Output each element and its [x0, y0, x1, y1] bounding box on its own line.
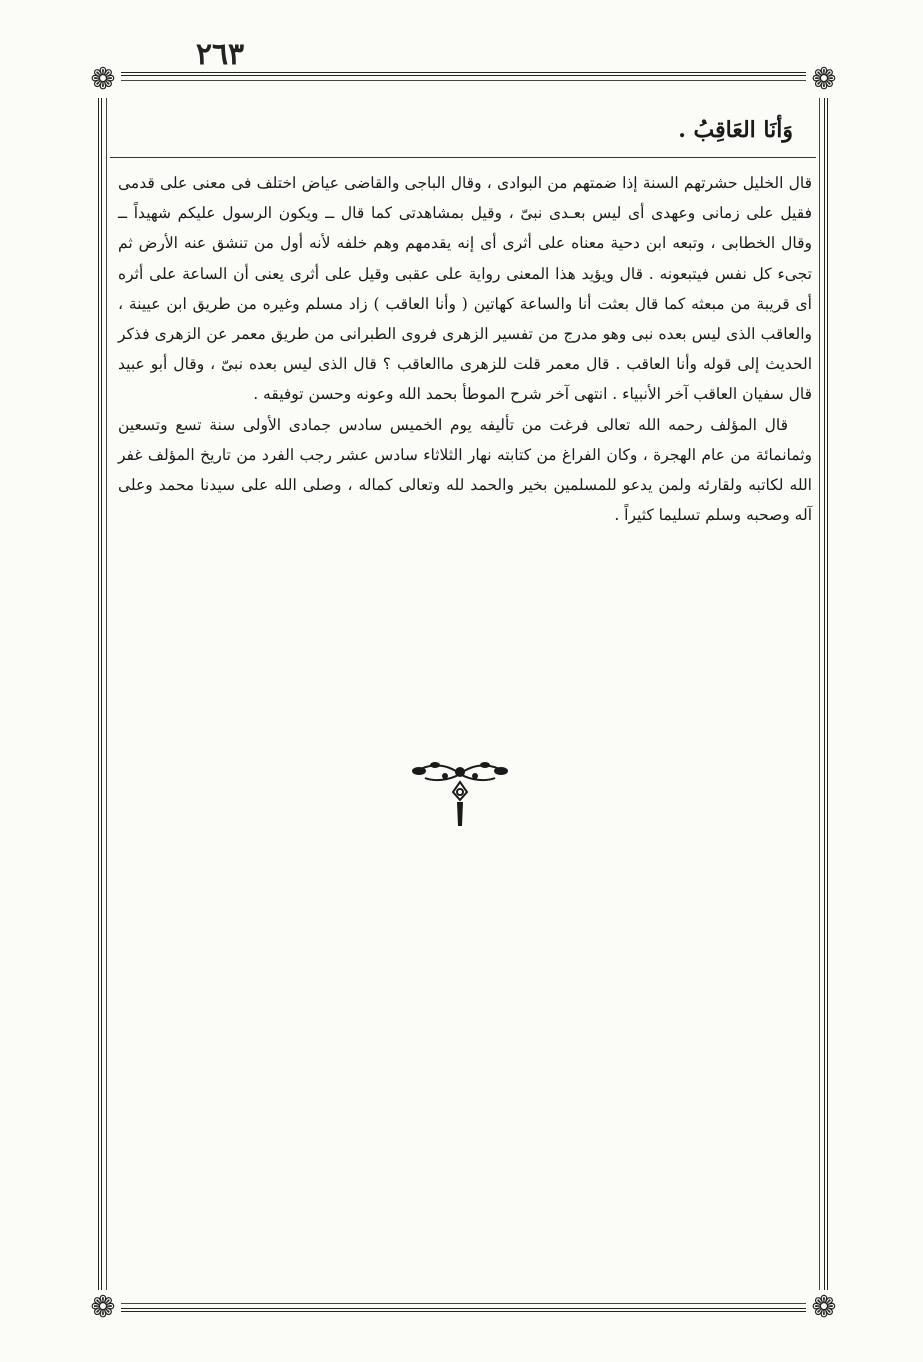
corner-ornament-icon: ❁: [806, 1290, 842, 1326]
section-heading: وَأنَا العَاقِبُ .: [678, 117, 793, 143]
commentary-paragraph: قال الخليل حشرتهم السنة إذا ضمتهم من البوادى ، وقال الباجى والقاضى عياض اختلف فى معنى على قدمى فقيل على زمانى وعهدى أى ليس بعـدى نبىّ ، وقيل بمشاهدتى كما قال ــ ويكون الرسول عليكم شهيداً ــ وقال الخطابى ، وتبعه ابن دحية معناه على أثرى أى إنه يقدمهم وهم خلفه لأنه أول من تنشق عنه الأرض ثم تجىء كل نفس فيتبعونه . قال ويؤيد هذا المعنى رواية على عقبى وقيل على أثرى يعنى أن الساعة على أثره أى قريبة من مبعثه كما قال بعثت أنا والساعة كهاتين ( وأنا العاقب ) زاد مسلم وغيره من طريق ابن عيينة ، والعاقب الذى ليس بعده نبى وهو مدرج من تفسير الزهرى فروى الطبرانى من طريق معمر عن الزهرى فذكر الحديث إلى قوله وأنا العاقب . قال معمر قلت للزهرى ماالعاقب ؟ قال الذى ليس بعده نبىّ ، وقال أبو عبيد قال سفيان العاقب آخر الأنبياء . انتهى آخر شرح الموطأ بحمد الله وعونه وحسن توفيقه .: [118, 174, 812, 404]
corner-ornament-icon: ❁: [85, 62, 121, 98]
colophon-paragraph: قال المؤلف رحمه الله تعالى فرغت من تأليفه يوم الخميس سادس جمادى الأولى سنة تسع وتسعين وثمانمائة من عام الهجرة ، وكان الفراغ من كتابته نهار الثلاثاء سادس عشر رجب الفرد من تاريخ المؤلف غفر الله لكاتبه ولقارئه ولمن يدعو للمسلمين بخير والحمد لله وتعالى كماله ، وصلى الله على سيدنا محمد وعلى آله وصحبه وسلم تسليما كثيراً .: [118, 415, 812, 525]
heading-divider: [110, 157, 816, 158]
floral-tailpiece-icon: [405, 752, 515, 832]
page-number: ٢٦٣: [195, 37, 245, 72]
corner-ornament-icon: ❁: [85, 1290, 121, 1326]
corner-ornament-icon: ❁: [806, 62, 842, 98]
body-text: [118, 168, 812, 530]
